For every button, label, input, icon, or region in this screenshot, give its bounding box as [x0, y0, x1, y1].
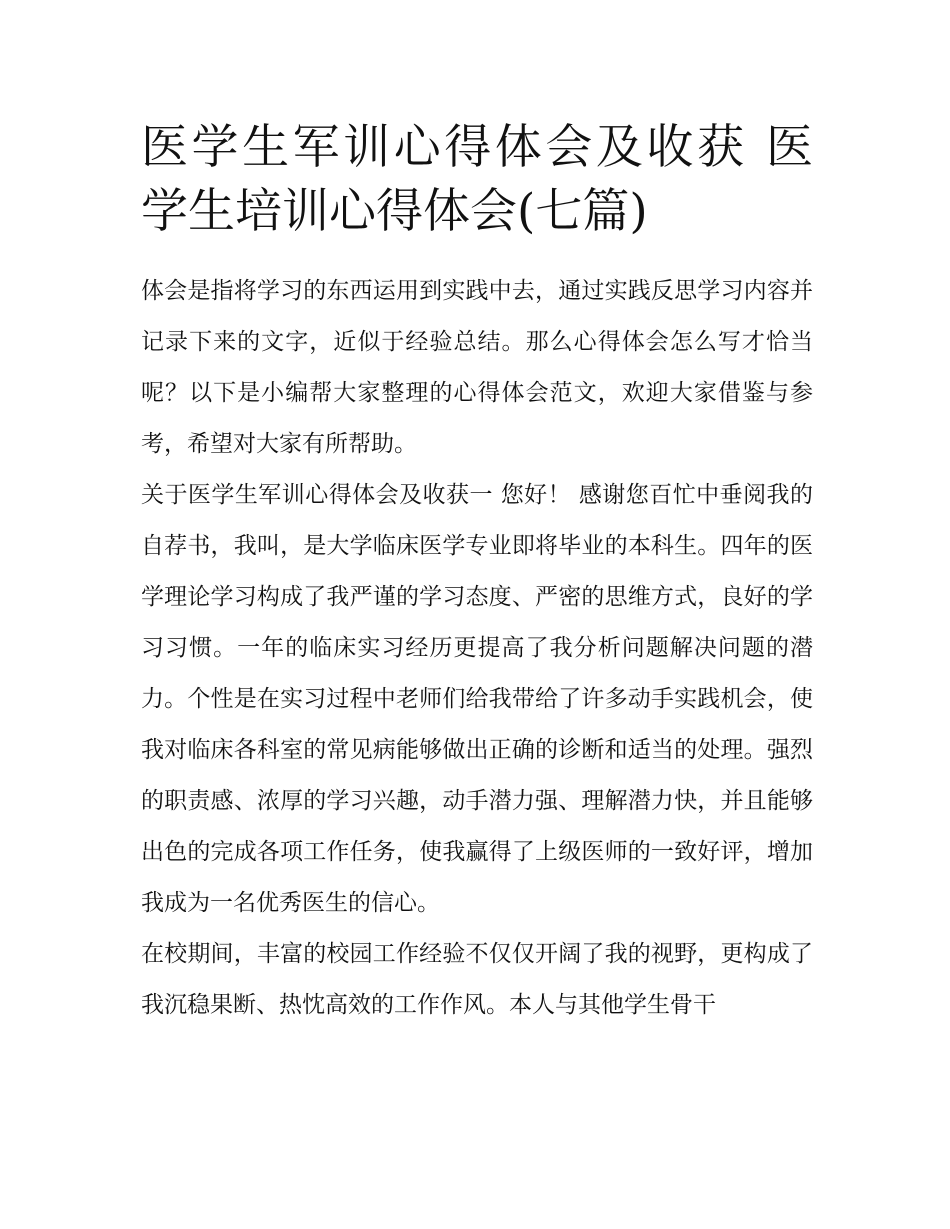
body-paragraph-2: 在校期间，丰富的校园工作经验不仅仅开阔了我的视野，更构成了我沉稳果断、热忱高效的工作作风。本人与其他学生骨干	[141, 941, 813, 1018]
document-body	[141, 116, 813, 1031]
document-title: 医学生军训心得体会及收获 医学生培训心得体会(七篇)	[141, 120, 813, 239]
body-paragraph-1: 关于医学生军训心得体会及收获一 您好！ 感谢您百忙中垂阅我的自荐书，我叫，是大学临床医学专业即将毕业的本科生。四年的医学理论学习构成了我严谨的学习态度、严密的思维方式，良好的学习习惯。一年的临床实习经历更提高了我分析问题解决问题的潜力。个性是在实习过程中老师们给我带给了许多动手实践机会，使我对临床各科室的常见病能够做出正确的诊断和适当的处理。强烈的职责感、浓厚的学习兴趣，动手潜力强、理解潜力快，并且能够出色的完成各项工作任务，使我赢得了上级医师的一致好评，增加我成为一名优秀医生的信心。	[141, 482, 813, 916]
intro-paragraph: 体会是指将学习的东西运用到实践中去，通过实践反思学习内容并记录下来的文字，近似于经验总结。那么心得体会怎么写才恰当呢？以下是小编帮大家整理的心得体会范文，欢迎大家借鉴与参考，希望对大家有所帮助。	[141, 278, 813, 457]
